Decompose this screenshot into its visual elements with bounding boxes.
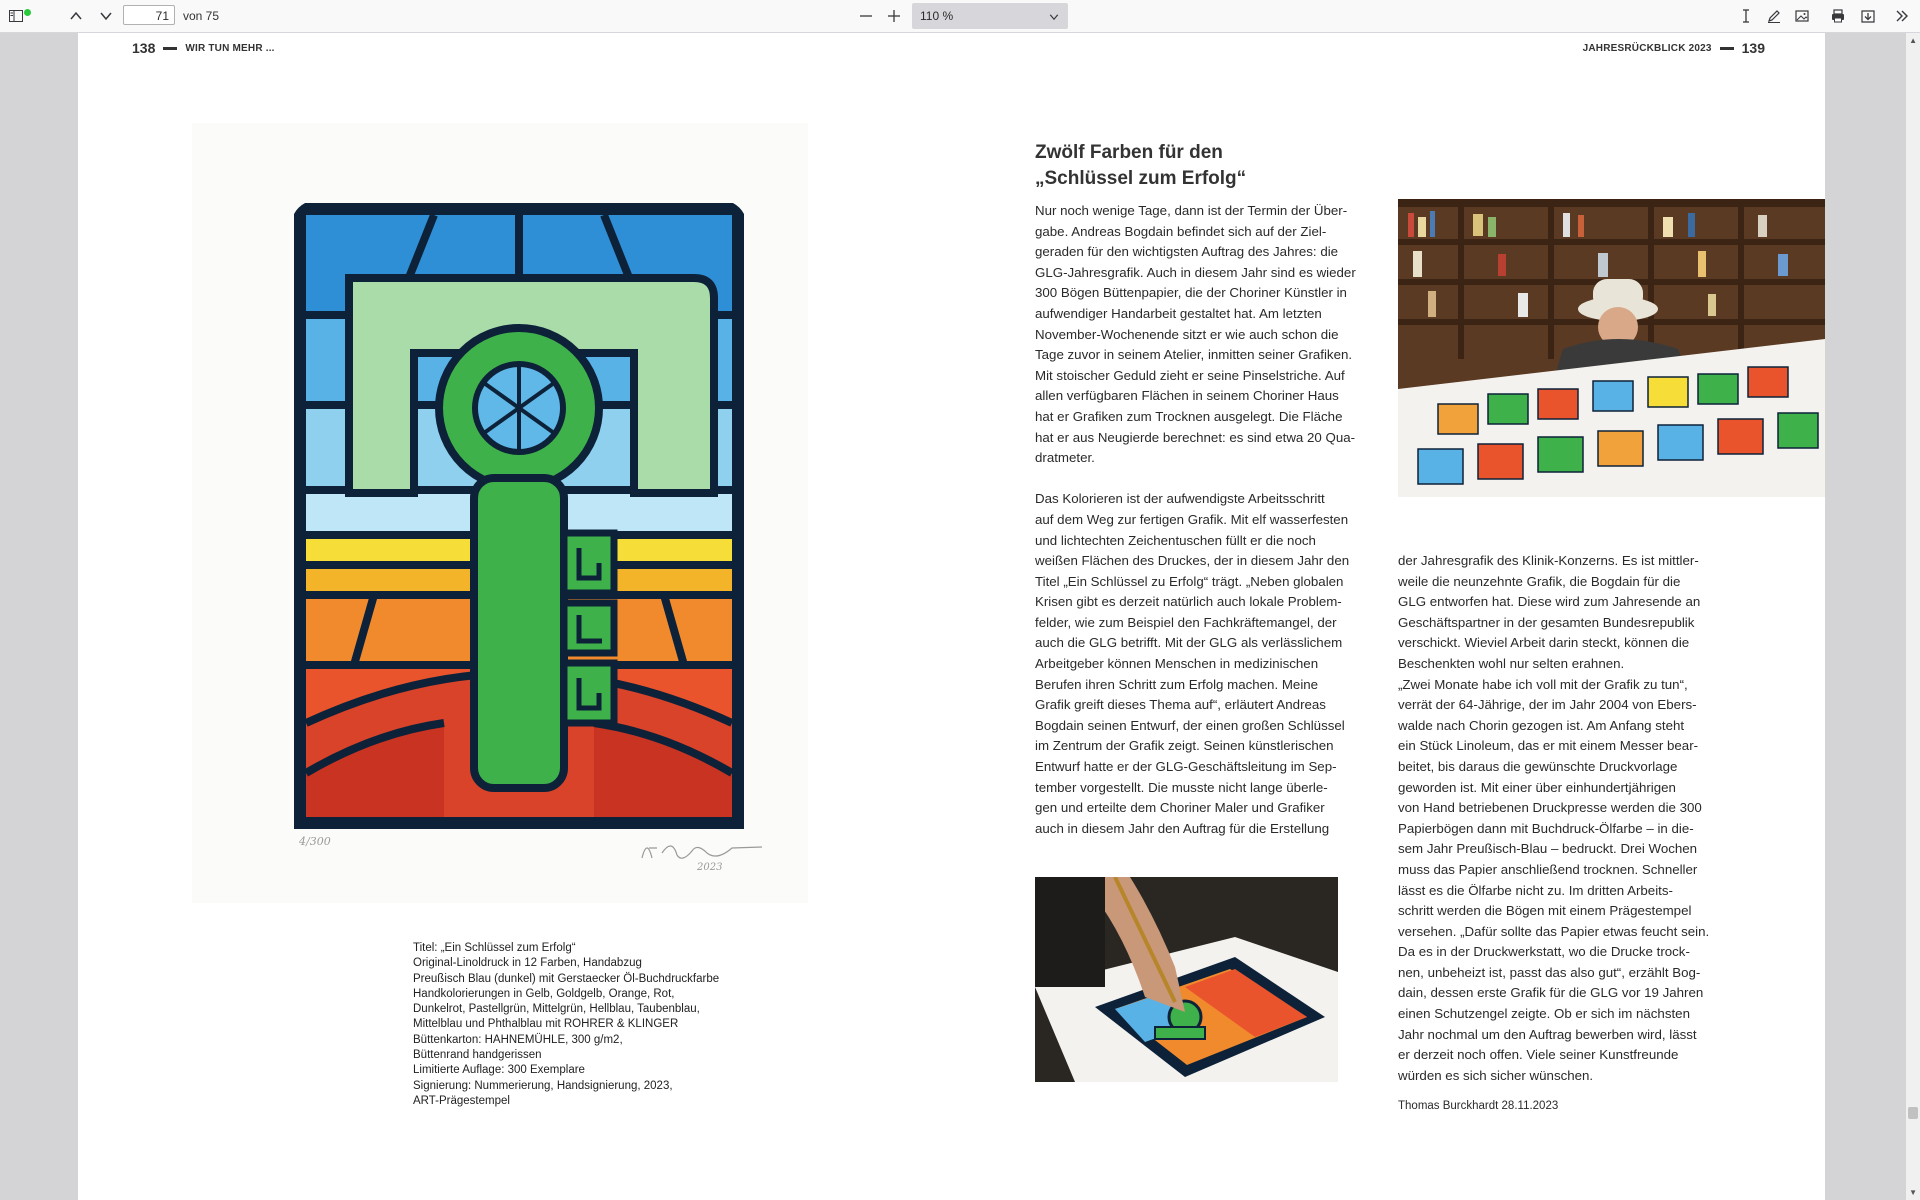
text-line: im Zentrum der Grafik zeigt. Seinen künstlerischen bbox=[1035, 738, 1334, 754]
text-line: allen verfügbaren Flächen in seinem Choriner Haus bbox=[1035, 388, 1339, 404]
sidebar-toggle-icon[interactable] bbox=[4, 4, 28, 28]
text-line: weißen Flächen des Druckes, der in diesem Jahr den bbox=[1035, 553, 1350, 569]
text-line: Mit stoischer Geduld zieht er seine Pinselstriche. Auf bbox=[1035, 367, 1345, 383]
text-line: geraden für den wichtigsten Auftrag des Jahres: die bbox=[1035, 244, 1339, 260]
text-line: einen Schutzengel zeigte. Ob er sich im nächsten bbox=[1398, 1006, 1690, 1022]
right-running-head-text: JAHRESRÜCKBLICK 2023 bbox=[1582, 42, 1712, 54]
zoom-in-icon[interactable] bbox=[882, 4, 906, 28]
edition-number: 4/300 bbox=[299, 835, 331, 848]
right-running-head bbox=[1583, 40, 1765, 56]
text-line: Das Kolorieren ist der aufwendigste Arbeitsschritt bbox=[1035, 491, 1325, 507]
paragraph-2 bbox=[1035, 489, 1356, 839]
previous-page-icon[interactable] bbox=[64, 4, 88, 28]
text-line: aufwendiger Handarbeit gestaltet hat. Am letzten bbox=[1035, 305, 1322, 321]
text-line: verschickt. Wieviel Arbeit darin steckt, können die bbox=[1398, 635, 1690, 651]
text-line: geworden ist. Mit einer über einhundertjährigen bbox=[1398, 779, 1676, 795]
heading-line-2: „Schlüssel zum Erfolg“ bbox=[1035, 168, 1247, 189]
text-line: Grafik greift dieses Thema auf“, erläutert Andreas bbox=[1035, 697, 1326, 713]
heading-line-1: Zwölf Farben für den bbox=[1035, 142, 1223, 163]
draw-icon[interactable] bbox=[1762, 4, 1786, 28]
caption-line: Handkolorierungen in Gelb, Goldgelb, Orange, Rot, bbox=[413, 987, 675, 1000]
text-line: der Jahresgrafik des Klinik-Konzerns. Es ist mittler- bbox=[1398, 553, 1699, 568]
text-line: von Hand betriebenen Druckpresse werden die 300 bbox=[1398, 800, 1702, 816]
text-line: Krisen gibt es derzeit natürlich auch lokale Problem- bbox=[1035, 594, 1342, 610]
left-running-head-text: WIR TUN MEHR ... bbox=[185, 42, 275, 54]
paragraph-1 bbox=[1035, 201, 1356, 469]
text-line: Bogdain seinen Entwurf, der einen großen Schlüssel bbox=[1035, 717, 1345, 733]
text-line: verrät der 64-Jährige, der im Jahr 2004 von Ebers- bbox=[1398, 697, 1697, 713]
text-line: GLG entworfen hat. Diese wird zum Jahresende an bbox=[1398, 594, 1701, 610]
text-cursor-icon[interactable] bbox=[1734, 4, 1758, 28]
scroll-thumb[interactable] bbox=[1908, 1107, 1918, 1119]
left-running-head bbox=[132, 40, 275, 56]
text-line: würden es sich sicher wünschen. bbox=[1398, 1067, 1594, 1083]
zoom-value: 110 % bbox=[920, 9, 954, 23]
text-line: er derzeit noch offen. Viele seiner Kunstfreunde bbox=[1398, 1047, 1679, 1063]
text-line: sem Jahr Preußisch-Blau – bedruckt. Drei Wochen bbox=[1398, 841, 1698, 857]
text-line: Berufen ihren Schritt zum Erfolg machen. Meine bbox=[1035, 676, 1319, 692]
text-line: Arbeitgeber können Menschen in medizinischen bbox=[1035, 656, 1319, 672]
artist-signature bbox=[637, 833, 767, 873]
text-line: hat er Grafiken zum Trocknen ausgelegt. Die Fläche bbox=[1035, 408, 1343, 424]
zoom-select[interactable] bbox=[912, 3, 1068, 29]
notification-dot bbox=[24, 9, 31, 16]
text-line: und lichtechten Zeichentuschen füllt er die noch bbox=[1035, 532, 1316, 548]
text-line: tember vorgestellt. Die musste nicht lange überle- bbox=[1035, 779, 1328, 795]
scroll-up-icon[interactable]: ▲ bbox=[1909, 36, 1917, 45]
article-heading bbox=[1035, 140, 1246, 192]
divider bbox=[1720, 47, 1734, 50]
text-line: schritt werden die Bögen mit einem Prägestempel bbox=[1398, 903, 1692, 919]
zoom-out-icon[interactable] bbox=[854, 4, 878, 28]
text-line: walde nach Chorin gezogen ist. Am Anfang steht bbox=[1398, 717, 1685, 733]
page-count-label: von 75 bbox=[183, 9, 220, 23]
caption-line: ART-Prägestempel bbox=[413, 1094, 510, 1107]
text-line: gabe. Andreas Bogdain befindet sich auf der Ziel- bbox=[1035, 223, 1327, 239]
caption-line: Dunkelrot, Pastellgrün, Mittelgrün, Hellblau, Taubenblau, bbox=[413, 1003, 700, 1016]
text-line: auch die GLG betrifft. Mit der GLG als verlässlichem bbox=[1035, 635, 1343, 651]
text-line: Titel „Ein Schlüssel zu Erfolg“ trägt. „Neben globalen bbox=[1035, 573, 1344, 589]
text-line: auf dem Weg zur fertigen Grafik. Mit elf wasserfesten bbox=[1035, 511, 1349, 527]
divider bbox=[163, 47, 177, 50]
text-line: nen, unbeheizt ist, passt das also gut“, erzählt Bog- bbox=[1398, 964, 1701, 980]
hand-painting-photo bbox=[1035, 877, 1338, 1082]
signature-year: 2023 bbox=[697, 862, 723, 873]
text-line: Jahr nochmal um den Auftrag bewerben wird, lässt bbox=[1398, 1026, 1697, 1042]
print-icon[interactable] bbox=[1826, 4, 1850, 28]
chevron-down-icon bbox=[1048, 3, 1060, 29]
text-line: felder, wie zum Beispiel den Fachkräftemangel, der bbox=[1035, 614, 1337, 630]
text-line: muss das Papier anschließend trocknen. Schneller bbox=[1398, 861, 1698, 877]
text-line: Geschäftspartner in der gesamten Bundesrepublik bbox=[1398, 614, 1695, 630]
text-line: dratmeter. bbox=[1035, 450, 1095, 466]
text-line: gen und erteilte dem Choriner Maler und Grafiker bbox=[1035, 800, 1325, 816]
save-icon[interactable] bbox=[1856, 4, 1880, 28]
text-line: Nur noch wenige Tage, dann ist der Termin der Über- bbox=[1035, 203, 1348, 218]
left-page-number: 138 bbox=[132, 40, 156, 56]
document-viewer[interactable] bbox=[0, 33, 1920, 1200]
text-line: 300 Bögen Büttenpapier, die der Choriner Künstler in bbox=[1035, 285, 1347, 301]
caption-line: Original-Linoldruck in 12 Farben, Handabzug bbox=[413, 957, 642, 970]
text-line: GLG-Jahresgrafik. Auch in diesem Jahr sind es wieder bbox=[1035, 264, 1356, 280]
artwork-print bbox=[192, 123, 808, 903]
article-column-1 bbox=[1035, 201, 1356, 839]
text-line: ein Stück Linoleum, das er mit einem Messer bear- bbox=[1398, 738, 1699, 754]
text-line: „Zwei Monate habe ich voll mit der Grafik zu tun“, bbox=[1398, 676, 1688, 692]
pdf-toolbar bbox=[0, 0, 1920, 33]
article-author: Thomas Burckhardt 28.11.2023 bbox=[1398, 1100, 1559, 1112]
text-line: versehen. „Dafür sollte das Papier etwas feucht sein. bbox=[1398, 923, 1710, 939]
caption-line: Titel: „Ein Schlüssel zum Erfolg“ bbox=[413, 942, 576, 954]
key-linocut-artwork bbox=[294, 203, 744, 829]
text-line: November-Wochenende sitzt er wie auch schon die bbox=[1035, 326, 1339, 342]
text-line: dain, dessen erste Grafik für die GLG vor 19 Jahren bbox=[1398, 985, 1704, 1001]
next-page-icon[interactable] bbox=[94, 4, 118, 28]
vertical-scrollbar[interactable] bbox=[1906, 33, 1920, 1200]
text-line: hat er aus Neugierde berechnet: es sind etwa 20 Qua- bbox=[1035, 429, 1356, 445]
text-line: beitet, bis daraus die gewünschte Druckvorlage bbox=[1398, 758, 1678, 774]
caption-line: Signierung: Nummerierung, Handsignierung, 2023, bbox=[413, 1079, 673, 1092]
right-page-number: 139 bbox=[1741, 40, 1765, 56]
text-line: auch in diesem Jahr den Auftrag für die Erstellung bbox=[1035, 820, 1330, 836]
text-line: weile die neunzehnte Grafik, die Bogdain für die bbox=[1398, 573, 1681, 589]
caption-line: Mittelblau und Phthalblau mit ROHRER & KLINGER bbox=[413, 1018, 679, 1031]
more-tools-icon[interactable] bbox=[1890, 4, 1914, 28]
artist-studio-photo bbox=[1398, 199, 1825, 497]
article-column-2 bbox=[1398, 551, 1709, 1086]
text-line: Entwurf hatte er der GLG-Geschäftsleitung im Sep- bbox=[1035, 759, 1337, 775]
caption-line: Preußisch Blau (dunkel) mit Gerstaecker Öl-Buchdruckfarbe bbox=[413, 972, 720, 985]
text-line: Beschenkten wohl nur selten erahnen. bbox=[1398, 655, 1625, 671]
artwork-caption bbox=[413, 941, 743, 1109]
caption-line: Büttenrand handgerissen bbox=[413, 1049, 542, 1062]
pdf-spread bbox=[78, 33, 1825, 1200]
caption-line: Limitierte Auflage: 300 Exemplare bbox=[413, 1064, 585, 1077]
text-line: Tage zuvor in seinem Atelier, inmitten seiner Grafiken. bbox=[1035, 347, 1353, 363]
caption-line: Büttenkarton: HAHNEMÜHLE, 300 g/m2, bbox=[413, 1033, 623, 1046]
image-icon[interactable] bbox=[1790, 4, 1814, 28]
text-line: lässt es die Ölfarbe nicht zu. Im dritten Arbeits- bbox=[1398, 882, 1673, 898]
scroll-down-icon[interactable]: ▼ bbox=[1909, 1188, 1917, 1197]
text-line: Papierbögen dann mit Buchdruck-Ölfarbe – in die- bbox=[1398, 820, 1694, 836]
page-number-input[interactable]: 71 bbox=[123, 5, 175, 25]
text-line: Da es in der Druckwerkstatt, wo die Drucke trock- bbox=[1398, 944, 1690, 960]
